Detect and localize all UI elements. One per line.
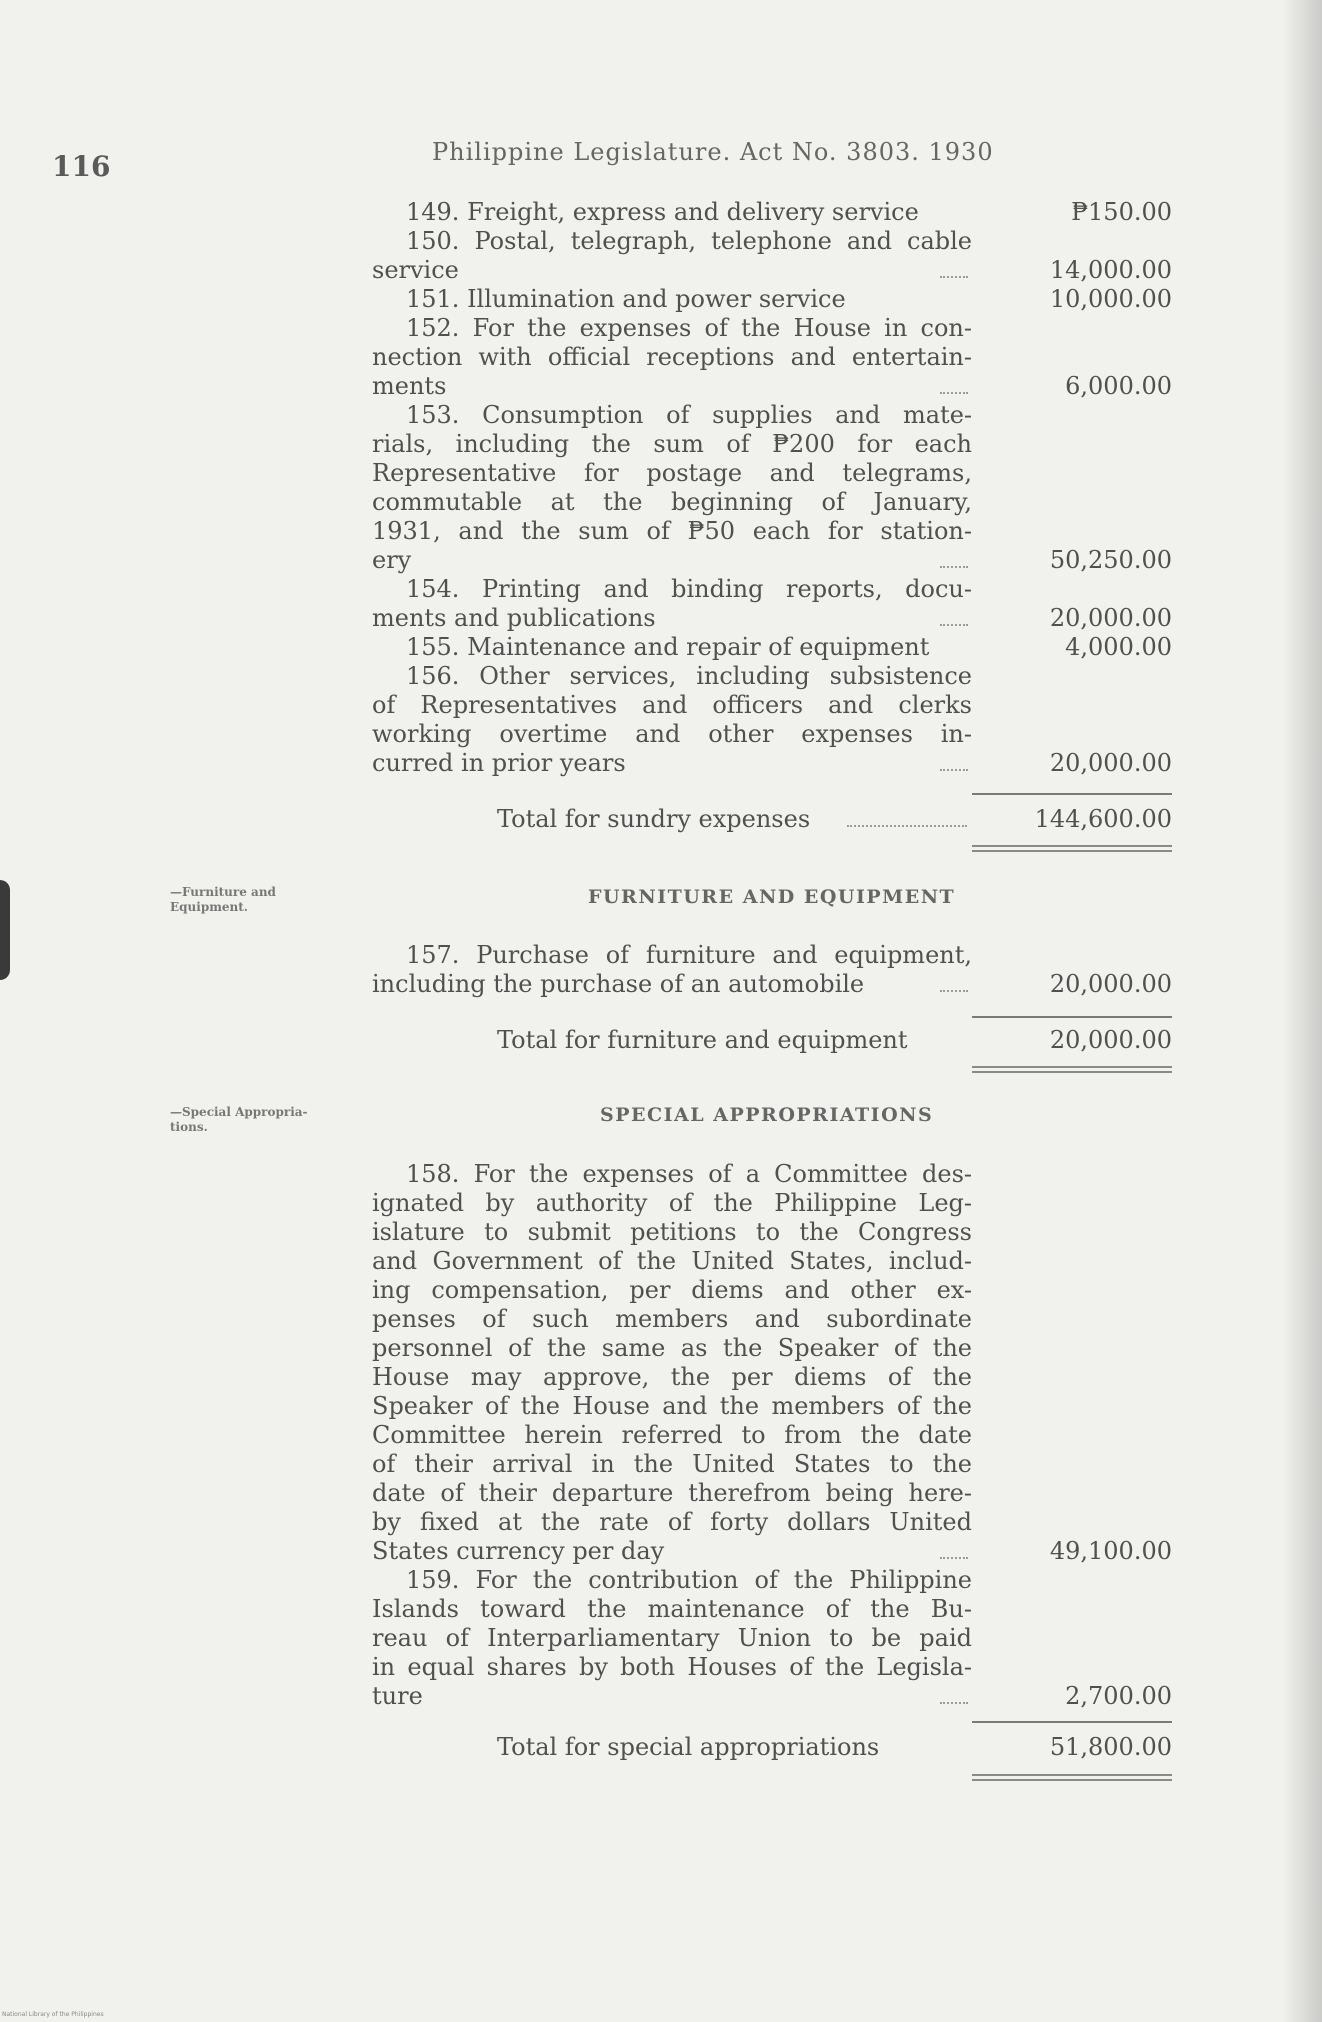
- sundry-item-text: 152. For the expenses of the House in con-: [406, 314, 972, 342]
- special-item-text: Committee herein referred to from the date: [372, 1421, 972, 1449]
- sundry-item-amount: 10,000.00: [1049, 285, 1172, 313]
- furniture-total-double-rule: [972, 1066, 1172, 1073]
- special-item-line: [372, 1160, 1172, 1189]
- special-item-text: and Government of the United States, includ-: [372, 1247, 972, 1275]
- special-total-row: [372, 1733, 1172, 1762]
- special-item-line: [372, 1450, 1172, 1479]
- special-item-line: [372, 1653, 1172, 1682]
- sundry-item-line: [372, 285, 1172, 314]
- sundry-item-text: ments: [372, 372, 447, 400]
- special-total-rule: [972, 1721, 1172, 1723]
- sundry-item-line: [372, 575, 1172, 604]
- sundry-item-text: 155. Maintenance and repair of equipment: [406, 633, 930, 661]
- sundry-item-text: 151. Illumination and power service: [406, 285, 846, 313]
- dot-leader: [940, 390, 968, 394]
- special-item-line: [372, 1392, 1172, 1421]
- special-item-line: [372, 1479, 1172, 1508]
- special-total-amount: 51,800.00: [1049, 1733, 1172, 1761]
- furniture-item-line: [372, 941, 1172, 970]
- special-item-line: [372, 1334, 1172, 1363]
- sundry-item-text: 156. Other services, including subsistence: [406, 662, 972, 690]
- sundry-item-text: 150. Postal, telegraph, telephone and cable: [406, 227, 972, 255]
- special-item-line: [372, 1595, 1172, 1624]
- special-item-line: [372, 1566, 1172, 1595]
- sundry-item-line: [372, 546, 1172, 575]
- sundry-item-text: nection with official receptions and entertain-: [372, 343, 972, 371]
- sundry-item-text: service: [372, 256, 459, 284]
- sundry-total-rule: [972, 793, 1172, 795]
- sundry-item-line: [372, 633, 1172, 662]
- sundry-item-text: working overtime and other expenses in-: [372, 720, 972, 748]
- furniture-heading: FURNITURE AND EQUIPMENT: [588, 886, 956, 908]
- special-appropriations-list: [372, 1160, 1172, 1711]
- dot-leader: [940, 1555, 968, 1559]
- sundry-item-line: [372, 720, 1172, 749]
- special-item-text: of their arrival in the United States to the: [372, 1450, 972, 1478]
- special-item-text: penses of such members and subordinate: [372, 1305, 972, 1333]
- furniture-total-row: [372, 1026, 1172, 1055]
- special-item-text: date of their departure therefrom being here-: [372, 1479, 972, 1507]
- furniture-item-text: including the purchase of an automobile: [372, 970, 865, 998]
- special-item-text: personnel of the same as the Speaker of the: [372, 1334, 972, 1362]
- furniture-total-rule: [972, 1016, 1172, 1018]
- dot-leader: [940, 988, 968, 992]
- sundry-item-text: 1931, and the sum of ₱50 each for station-: [372, 517, 972, 545]
- special-item-line: [372, 1247, 1172, 1276]
- sundry-item-line: [372, 691, 1172, 720]
- sundry-item-line: [372, 314, 1172, 343]
- special-item-text: States currency per day: [372, 1537, 665, 1565]
- sundry-item-line: [372, 517, 1172, 546]
- sundry-item-text: ments and publications: [372, 604, 656, 632]
- furniture-margin-note: —Furniture and Equipment.: [170, 885, 276, 914]
- dot-leader: [940, 622, 968, 626]
- dot-leader: [940, 767, 968, 771]
- special-item-text: ing compensation, per diems and other ex-: [372, 1276, 972, 1304]
- page-number: 116: [52, 150, 111, 183]
- sundry-item-line: [372, 198, 1172, 227]
- scan-credit: National Library of the Philippines: [2, 2011, 104, 2018]
- furniture-total-amount: 20,000.00: [1049, 1026, 1172, 1054]
- furniture-item-line: [372, 970, 1172, 999]
- sundry-item-amount: 20,000.00: [1049, 604, 1172, 632]
- furniture-item-amount: 20,000.00: [1049, 970, 1172, 998]
- special-item-line: [372, 1421, 1172, 1450]
- sundry-item-text: 154. Printing and binding reports, docu-: [406, 575, 972, 603]
- sundry-item-line: [372, 604, 1172, 633]
- sundry-item-text: 153. Consumption of supplies and mate-: [406, 401, 972, 429]
- special-item-line: [372, 1508, 1172, 1537]
- furniture-item: [372, 941, 1172, 999]
- sundry-item-text: 149. Freight, express and delivery service: [406, 198, 919, 226]
- special-item-text: islature to submit petitions to the Congress: [372, 1218, 972, 1246]
- sundry-item-line: [372, 256, 1172, 285]
- special-item-line: [372, 1624, 1172, 1653]
- sundry-item-text: commutable at the beginning of January,: [372, 488, 972, 516]
- sundry-item-amount: 4,000.00: [1065, 633, 1172, 661]
- special-item-text: in equal shares by both Houses of the Legisla-: [372, 1653, 972, 1681]
- special-total-label: Total for special appropriations: [497, 1733, 880, 1761]
- special-item-line: [372, 1218, 1172, 1247]
- dot-leader: [940, 274, 968, 278]
- special-item-line: [372, 1276, 1172, 1305]
- special-total-double-rule: [972, 1774, 1172, 1781]
- sundry-item-text: rials, including the sum of ₱200 for each: [372, 430, 972, 458]
- special-item-text: ignated by authority of the Philippine Leg-: [372, 1189, 972, 1217]
- sundry-item-text: of Representatives and officers and clerks: [372, 691, 972, 719]
- sundry-item-line: [372, 343, 1172, 372]
- special-item-line: [372, 1682, 1172, 1711]
- special-margin-note: —Special Appropria- tions.: [170, 1105, 308, 1134]
- sundry-item-line: [372, 488, 1172, 517]
- sundry-item-amount: 50,250.00: [1049, 546, 1172, 574]
- special-item-line: [372, 1305, 1172, 1334]
- special-item-text: reau of Interparliamentary Union to be paid: [372, 1624, 972, 1652]
- sundry-item-line: [372, 749, 1172, 778]
- sundry-item-line: [372, 662, 1172, 691]
- sundry-item-line: [372, 227, 1172, 256]
- sundry-item-line: [372, 459, 1172, 488]
- special-item-line: [372, 1189, 1172, 1218]
- special-item-text: 159. For the contribution of the Philippine: [406, 1566, 972, 1594]
- special-heading: SPECIAL APPROPRIATIONS: [600, 1104, 934, 1126]
- special-item-text: House may approve, the per diems of the: [372, 1363, 972, 1391]
- sundry-item-text: ery: [372, 546, 412, 574]
- sundry-total-row: [372, 805, 1172, 834]
- sundry-item-text: Representative for postage and telegrams,: [372, 459, 972, 487]
- sundry-expenses-list: [372, 198, 1172, 778]
- sundry-item-amount: 14,000.00: [1049, 256, 1172, 284]
- special-item-text: by fixed at the rate of forty dollars United: [372, 1508, 972, 1536]
- special-item-text: 158. For the expenses of a Committee des-: [406, 1160, 972, 1188]
- special-item-amount: 49,100.00: [1049, 1537, 1172, 1565]
- running-head: Philippine Legislature. Act No. 3803. 1930: [432, 138, 994, 166]
- furniture-total-label: Total for furniture and equipment: [497, 1026, 908, 1054]
- sundry-total-label: Total for sundry expenses: [497, 805, 811, 833]
- dot-leader: [940, 564, 968, 568]
- special-item-text: Islands toward the maintenance of the Bu-: [372, 1595, 972, 1623]
- sundry-item-amount: ₱150.00: [1071, 198, 1172, 226]
- sundry-item-amount: 6,000.00: [1065, 372, 1172, 400]
- sundry-item-text: curred in prior years: [372, 749, 626, 777]
- page-edge-shadow: [1282, 0, 1322, 2022]
- sundry-total-amount: 144,600.00: [1034, 805, 1172, 833]
- special-item-amount: 2,700.00: [1065, 1682, 1172, 1710]
- sundry-item-line: [372, 401, 1172, 430]
- special-item-line: [372, 1363, 1172, 1392]
- dot-leader: [940, 1700, 968, 1704]
- special-item-text: Speaker of the House and the members of the: [372, 1392, 972, 1420]
- sundry-total-double-rule: [972, 845, 1172, 852]
- binding-clip: [0, 880, 10, 980]
- sundry-item-line: [372, 430, 1172, 459]
- furniture-item-text: 157. Purchase of furniture and equipment,: [406, 941, 972, 969]
- sundry-item-line: [372, 372, 1172, 401]
- sundry-item-amount: 20,000.00: [1049, 749, 1172, 777]
- special-item-text: ture: [372, 1682, 423, 1710]
- special-item-line: [372, 1537, 1172, 1566]
